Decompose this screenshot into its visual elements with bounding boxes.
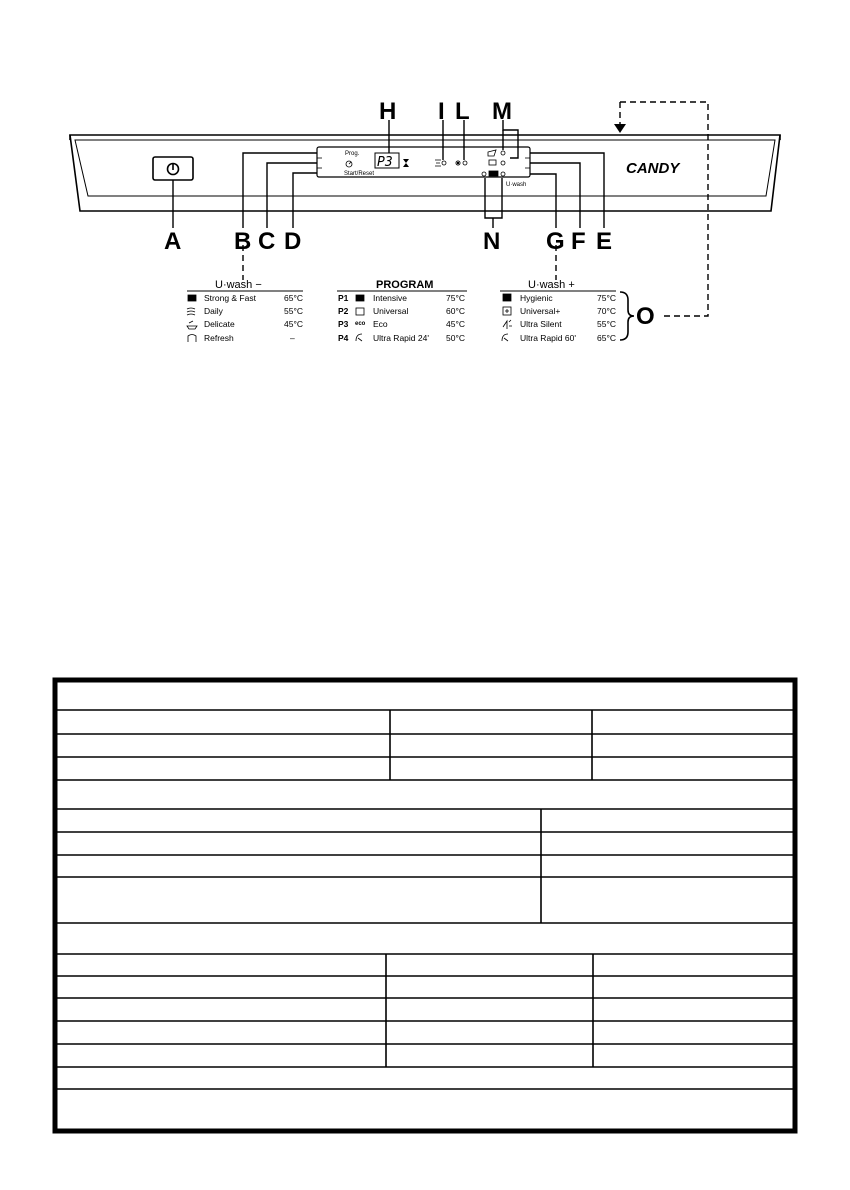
uwash-minus-table <box>187 279 303 343</box>
program-row-3-temp: 50°C <box>446 333 465 343</box>
callout-F: F <box>571 228 586 255</box>
uwash-minus-row-1-temp: 55°C <box>284 306 303 316</box>
program-title: PROGRAM <box>376 279 434 291</box>
silent-icon <box>503 320 512 329</box>
uwash-minus-row-1-name: Daily <box>204 306 223 316</box>
program-row-2-temp: 45°C <box>446 319 465 329</box>
o-dashed-leader <box>243 102 708 316</box>
program-row-1-temp: 60°C <box>446 306 465 316</box>
uwash-plus-row-2-temp: 55°C <box>597 319 616 329</box>
program-row-2-name: Eco <box>373 319 388 329</box>
uwash-minus-icons <box>187 295 197 342</box>
uwash-plus-row-0-name: Hygienic <box>520 293 553 303</box>
uwash-plus-title: U·wash + <box>528 279 575 291</box>
universal-plus-icon <box>503 307 511 315</box>
callout-E: E <box>596 228 613 255</box>
program-row-3-name: Ultra Rapid 24' <box>373 333 429 343</box>
refresh-icon <box>188 335 196 343</box>
callout-G: G <box>546 228 565 255</box>
uwash-plus-table <box>500 279 616 343</box>
callout-O: O <box>636 303 655 330</box>
program-row-0-temp: 75°C <box>446 293 465 303</box>
callout-B: B <box>234 228 252 255</box>
program-row-1-name: Universal <box>373 306 409 316</box>
uwash-plus-row-1-name: Universal+ <box>520 306 561 316</box>
uwash-plus-icons <box>502 294 512 341</box>
uwash-minus-row-0-name: Strong & Fast <box>204 293 256 303</box>
daily-waves-icon <box>187 308 195 315</box>
uwash-minus-title: U·wash − <box>215 279 262 291</box>
callout-C: C <box>258 228 276 255</box>
program-icons <box>355 295 366 341</box>
uwash-minus-row-2-temp: 45°C <box>284 319 303 329</box>
rapid24-icon <box>356 334 362 341</box>
start-reset-label: Start/Reset <box>344 171 375 177</box>
program-row-3-code: P4 <box>338 333 349 343</box>
callout-H: H <box>379 98 397 125</box>
uwash-plus-row-1-temp: 70°C <box>597 306 616 316</box>
pot-icon <box>356 295 364 301</box>
callout-D: D <box>284 228 302 255</box>
program-row-0-name: Intensive <box>373 293 408 303</box>
uwash-minus-row-3-temp: – <box>290 333 295 343</box>
uwash-plus-row-3-temp: 65°C <box>597 333 616 343</box>
control-panel-diagram <box>0 0 850 380</box>
callout-M: M <box>492 98 512 125</box>
callout-A: A <box>164 228 182 255</box>
glass-dish-icon <box>187 321 197 329</box>
program-table <box>337 279 467 343</box>
uwash-minus-row-0-temp: 65°C <box>284 293 303 303</box>
cup-icon <box>356 308 364 315</box>
eco-icon: eco <box>355 321 366 327</box>
hygienic-icon <box>503 294 511 301</box>
program-row-0-code: P1 <box>338 293 349 303</box>
uwash-plus-row-2-name: Ultra Silent <box>520 319 562 329</box>
program-row-2-code: P3 <box>338 319 349 329</box>
brand-logo: CANDY <box>626 160 680 177</box>
callout-I: I <box>438 98 445 125</box>
uwash-panel-label: U·wash <box>506 182 527 188</box>
program-row-1-code: P2 <box>338 306 349 316</box>
prog-label: Prog. <box>345 151 360 157</box>
brace <box>620 292 634 340</box>
blank-form-table <box>0 676 850 1138</box>
arrow-down-icon <box>614 124 626 133</box>
uwash-minus-row-3-name: Refresh <box>204 333 234 343</box>
pot-icon <box>188 295 196 301</box>
display-digits: P3 <box>377 155 393 170</box>
callout-N: N <box>483 228 501 255</box>
uwash-plus-row-0-temp: 75°C <box>597 293 616 303</box>
rapid60-icon <box>502 334 508 341</box>
callout-L: L <box>455 98 470 125</box>
uwash-plus-row-3-name: Ultra Rapid 60' <box>520 333 576 343</box>
uwash-minus-row-2-name: Delicate <box>204 319 235 329</box>
